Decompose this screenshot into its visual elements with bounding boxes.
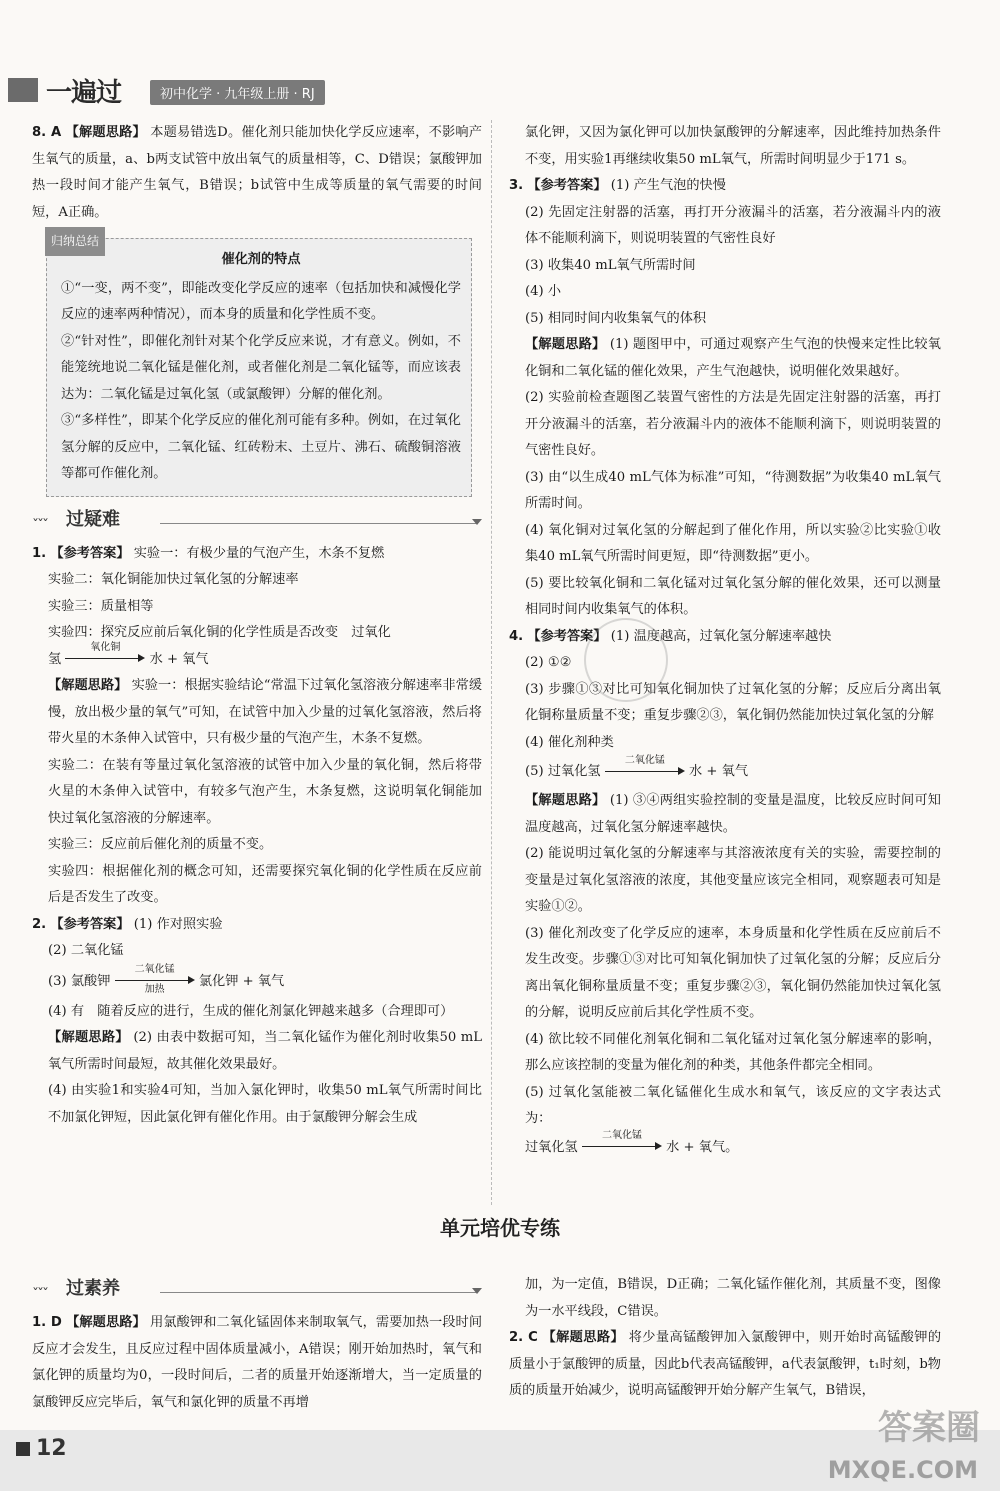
q1-eq-right: 水 + 氧气 (149, 651, 209, 667)
q4-equation (509, 1130, 941, 1163)
q3-a4: (4) 小 (525, 284, 562, 299)
q2-answer-line1 (32, 912, 482, 939)
q8-tag: 【解题思路】 (65, 125, 146, 140)
book-subtitle: 初中化学 · 九年级上册 · RJ (150, 80, 325, 105)
bottom-q2-text: 将少量高锰酸钾加入氯酸钾中，则开始时高锰酸钾的质量小于氯酸钾的质量，因此b代表高锰酸钾，a代表氯酸钾，t₁时刻，b物质的质量开始减少，说明高锰酸钾开始分解产生氧气，B错误， (509, 1330, 942, 1398)
arrow-head-icon (188, 976, 195, 984)
q1-a3: 实验三：质量相等 (48, 598, 154, 614)
column-divider (491, 120, 492, 1205)
q1-s3: 实验三：反应前后催化剂的质量不变。 (48, 837, 273, 852)
stamp-icon (584, 618, 668, 702)
bottom-q1-number: 1. D (32, 1315, 62, 1330)
section-ticks-icon: ˇˇˇ (32, 517, 47, 534)
catalyst-label: 二氧化锰 (601, 1130, 642, 1141)
q4-answer-line1 (509, 624, 941, 651)
q1-s4: 实验四：根据催化剂的概念可知，还需要探究氧化铜的化学性质在反应前后是否发生了改变。 (48, 863, 482, 905)
q4-eq-left: 过氧化氢 (525, 1139, 578, 1155)
summary-p2: ②“针对性”，即催化剂针对某个化学反应来说，才有意义。例如，不能笼统地说二氧化锰是催化剂，或者催化剂是二氧化锰等，而应该表达为：二氧化锰是过氧化氢（或氯酸钾）分解的催化剂。 (61, 333, 461, 402)
bottom-q1-continued: 加，为一定值，B错误，D正确；二氧化锰作催化剂，其质量不变，图像为一水平线段，C错误。 (525, 1277, 941, 1319)
triangle-icon (472, 519, 482, 525)
q4-s1: (1) ③④两组实验控制的变量是温度，比较反应时间可知温度越高，过氧化氢分解速率越快。 (525, 793, 941, 835)
header-block (8, 78, 38, 102)
arrow-head-icon (138, 654, 145, 662)
q1-a4: 实验四：探究反应前后氧化铜的化学性质是否改变 过氧化 (48, 625, 391, 640)
condition-label: 加热 (144, 984, 165, 995)
q2-number: 2. (32, 916, 47, 932)
arrow-shaft (115, 980, 189, 981)
reaction-arrow (115, 964, 195, 995)
q1-a1: 实验一：有极少量的气泡产生，木条不复燃 (133, 545, 385, 561)
arrow-shaft (605, 771, 679, 772)
q1-tag: 【参考答案】 (50, 545, 130, 561)
summary-title: 催化剂的特点 (221, 252, 301, 267)
q4-tag: 【参考答案】 (527, 628, 607, 644)
bottom-q2-number: 2. C (509, 1330, 538, 1345)
q4-s5: (5) 过氧化氢能被二氧化锰催化生成水和氧气，该反应的文字表达式为： (525, 1084, 941, 1126)
q3-a2: (2) 先固定注射器的活塞，再打开分液漏斗的活塞，若分液漏斗内的液体不能顺利滴下，则说明装置的气密性良好 (525, 204, 941, 246)
q2-solution-1 (32, 1025, 482, 1078)
q3-a1: (1) 产生气泡的快慢 (610, 178, 726, 193)
q1-answer-line1 (32, 541, 482, 568)
q4-a5-prefix: (5) 过氧化氢 (525, 764, 601, 779)
catalyst-label: 二氧化锰 (134, 964, 175, 975)
q4-s2: (2) 能说明过氧化氢的分解速率与其溶液浓度有关的实验，需要控制的变量是过氧化氢溶液的浓度，其他变量应该完全相同，观察题表可知是实验①②。 (525, 846, 941, 914)
q1-a2: 实验二：氧化铜能加快过氧化氢的分解速率 (48, 572, 299, 587)
summary-p1: ①“一变，两不变”，即能改变化学反应的速率（包括加快和减慢化学反应的速率两种情况），而本身的质量和化学性质不变。 (61, 280, 461, 322)
q2-s1: (2) 由表中数据可知，当二氧化锰作为催化剂时收集50 mL氧气所需时间最短，故其催化效果最好。 (48, 1030, 482, 1072)
q4-eq-right: 水 + 氧气。 (666, 1139, 739, 1155)
section-rule (160, 523, 476, 524)
q2-a4: (4) 有 随着反应的进行，生成的催化剂氯化钾越来越多（合理即可） (48, 1003, 454, 1019)
section-title: 过素养 (66, 1278, 120, 1299)
q1-eq-left: 氢 (48, 651, 62, 667)
q1-tag2: 【解题思路】 (48, 678, 128, 693)
q4-a3: (3) 步骤①③对比可知氧化铜加快了过氧化氢的分解；反应后分离出氧化铜称量质量不变；重复步骤②③，氧化铜仍然能加快过氧化氢的分解 (525, 681, 941, 723)
summary-tag: 归纳总结 (45, 227, 105, 256)
section-heading-guosuyang (32, 1276, 482, 1306)
q4-a2: (2) ①② (525, 655, 572, 670)
q2-a3 (32, 965, 482, 999)
q4-number: 4. (509, 628, 524, 644)
q2-a1: (1) 作对照实验 (133, 916, 223, 932)
q3-s2: (2) 实验前检查题图乙装置气密性的方法是先固定注射器的活塞，再打开分液漏斗的活塞，若分液漏斗内的液体不能顺利滴下，则说明装置的气密性良好。 (525, 390, 941, 458)
q1-number: 1. (32, 545, 47, 561)
q8 (32, 120, 482, 226)
q2-continued: 氯化钾，又因为氯化钾可以加快氯酸钾的分解速率，因此维持加热条件不变，用实验1再继续收集50 mL氧气，所需时间明显少于171 s。 (525, 125, 941, 167)
page-header (0, 78, 480, 108)
q3-s3: (3) 由“以生成40 mL气体为标准”可知，“待测数据”为收集40 mL氧气所需时间。 (525, 469, 941, 511)
section-rule (160, 1292, 476, 1293)
arrow-head-icon (655, 1142, 662, 1150)
arrow-shaft (65, 658, 139, 659)
section-heading-guoyinan (32, 507, 482, 537)
unit-title: 单元培优专练 (440, 1216, 560, 1240)
catalyst-label: 氧化铜 (90, 642, 121, 653)
q8-number: 8. A (32, 125, 62, 140)
summary-p3: ③“多样性”，即某个化学反应的催化剂可能有多种。例如，在过氧化氢分解的反应中，二氧化锰、红砖粉末、土豆片、沸石、硫酸铜溶液等都可作催化剂。 (61, 413, 461, 481)
reaction-arrow (605, 754, 685, 783)
triangle-icon (472, 1288, 482, 1294)
arrow-shaft (582, 1146, 656, 1147)
bottom-q2-tag: 【解题思路】 (542, 1330, 625, 1345)
q3-tag: 【参考答案】 (527, 178, 607, 193)
q3-a3: (3) 收集40 mL氧气所需时间 (525, 257, 696, 273)
section-ticks-icon: ˇˇˇ (32, 1287, 47, 1303)
q4-a4: (4) 催化剂种类 (525, 734, 614, 750)
q3-answer-line1 (509, 173, 941, 200)
bottom-q1-text: 用氯酸钾和二氧化锰固体来制取氧气，需要加热一段时间反应才会发生，且反应过程中固体质量减小，A错误；刚开始加热时，氧气和氯化钾的质量均为0，一段时间后，二者的质量开始逐渐增大，当一定质量的氯酸钾反应完毕后，氧气和氯化钾的质量不再增 (32, 1315, 483, 1410)
q4-a1: (1) 温度越高，过氧化氢分解速率越快 (610, 628, 832, 644)
q4-solution-1 (509, 788, 941, 841)
section-title: 过疑难 (66, 508, 120, 530)
q3-s1: (1) 题图甲中，可通过观察产生气泡的快慢来定性比较氧化铜和二氧化锰的催化效果，产生气泡越快，说明催化效果越好。 (525, 337, 941, 379)
q1-solution-1 (32, 673, 482, 753)
page-number-marker (16, 1442, 30, 1456)
q4-a5-right: 水 + 氧气 (689, 764, 749, 779)
right-column (509, 120, 941, 1163)
q2-a3-prefix: (3) 氯酸钾 (48, 973, 111, 989)
catalyst-label: 二氧化锰 (624, 754, 665, 766)
bottom-q1-tag: 【解题思路】 (66, 1315, 146, 1330)
page-number: 12 (36, 1436, 67, 1461)
q2-tag2: 【解题思路】 (48, 1030, 129, 1045)
q4-tag2: 【解题思路】 (525, 793, 606, 808)
q4-s3: (3) 催化剂改变了化学反应的速率，本身质量和化学性质在反应前后不发生改变。步骤①③对比可知氧化铜加快了过氧化氢的分解；反应后分离出氧化铜称量质量不变；重复步骤②③，氧化铜仍然能加快过氧化氢的分解，说明反应前后其化学性质不变。 (525, 925, 941, 1020)
bottom-q2 (509, 1325, 941, 1405)
q3-solution-1 (509, 332, 941, 385)
reaction-arrow (65, 642, 145, 670)
q8-text: 本题易错选D。催化剂只能加快化学反应速率，不影响产生氧气的质量，a、b两支试管中放出氧气的质量相等，C、D错误；氯酸钾加热一段时间才能产生氧气，B错误；b试管中生成等质量的氧气需要的时间短，A正确。 (32, 125, 482, 220)
q2-s2: (4) 由实验1和实验4可知，当加入氯化钾时，收集50 mL氧气所需时间比不加氯化钾短，因此氯化钾有催化作用。由于氯酸钾分解会生成 (48, 1083, 482, 1125)
q1-s1: 实验一：根据实验结论“常温下过氧化氢溶液分解速率非常缓慢，放出极少量的氧气”可知，在试管中加入少量的过氧化氢溶液，然后将带火星的木条伸入试管中，只有极少量的气泡产生，木条不复燃。 (48, 678, 483, 746)
q3-a5: (5) 相同时间内收集氧气的体积 (525, 310, 707, 326)
q4-s4: (4) 欲比较不同催化剂氧化铜和二氧化锰对过氧化氢分解速率的影响，那么应该控制的变量为催化剂的种类，其他条件都完全相同。 (525, 1031, 941, 1073)
bottom-left-column (32, 1270, 482, 1416)
q3-tag2: 【解题思路】 (525, 337, 606, 352)
reaction-arrow (582, 1130, 662, 1158)
bottom-right-column (509, 1272, 941, 1405)
watermark-site: MXQE.COM (827, 1456, 978, 1484)
q4-a5 (509, 756, 941, 788)
q2-a2: (2) 二氧化锰 (48, 943, 124, 958)
q1-equation (32, 642, 482, 674)
watermark-logo: 答案圈 (878, 1408, 980, 1448)
brand-title: 一遍过 (46, 78, 122, 108)
q3-s4: (4) 氧化铜对过氧化氢的分解起到了催化作用，所以实验②比实验①收集40 mL氧气所需时间更短，即“待测数据”更小。 (525, 522, 941, 564)
q3-number: 3. (509, 178, 524, 193)
q2-a3-right: 氯化钾 + 氧气 (198, 973, 285, 989)
bottom-q1 (32, 1310, 482, 1416)
summary-box (46, 234, 472, 497)
arrow-head-icon (678, 767, 685, 775)
q1-s2: 实验二：在装有等量过氧化氢溶液的试管中加入少量的氧化铜，然后将带火星的木条伸入试管中，有较多气泡产生，木条复燃，这说明氧化铜能加快过氧化氢溶液的分解速率。 (48, 757, 482, 826)
q3-s5: (5) 要比较氧化铜和二氧化锰对过氧化氢分解的催化效果，还可以测量相同时间内收集氧气的体积。 (525, 575, 941, 617)
left-column (32, 120, 482, 1131)
q2-tag: 【参考答案】 (50, 916, 130, 932)
